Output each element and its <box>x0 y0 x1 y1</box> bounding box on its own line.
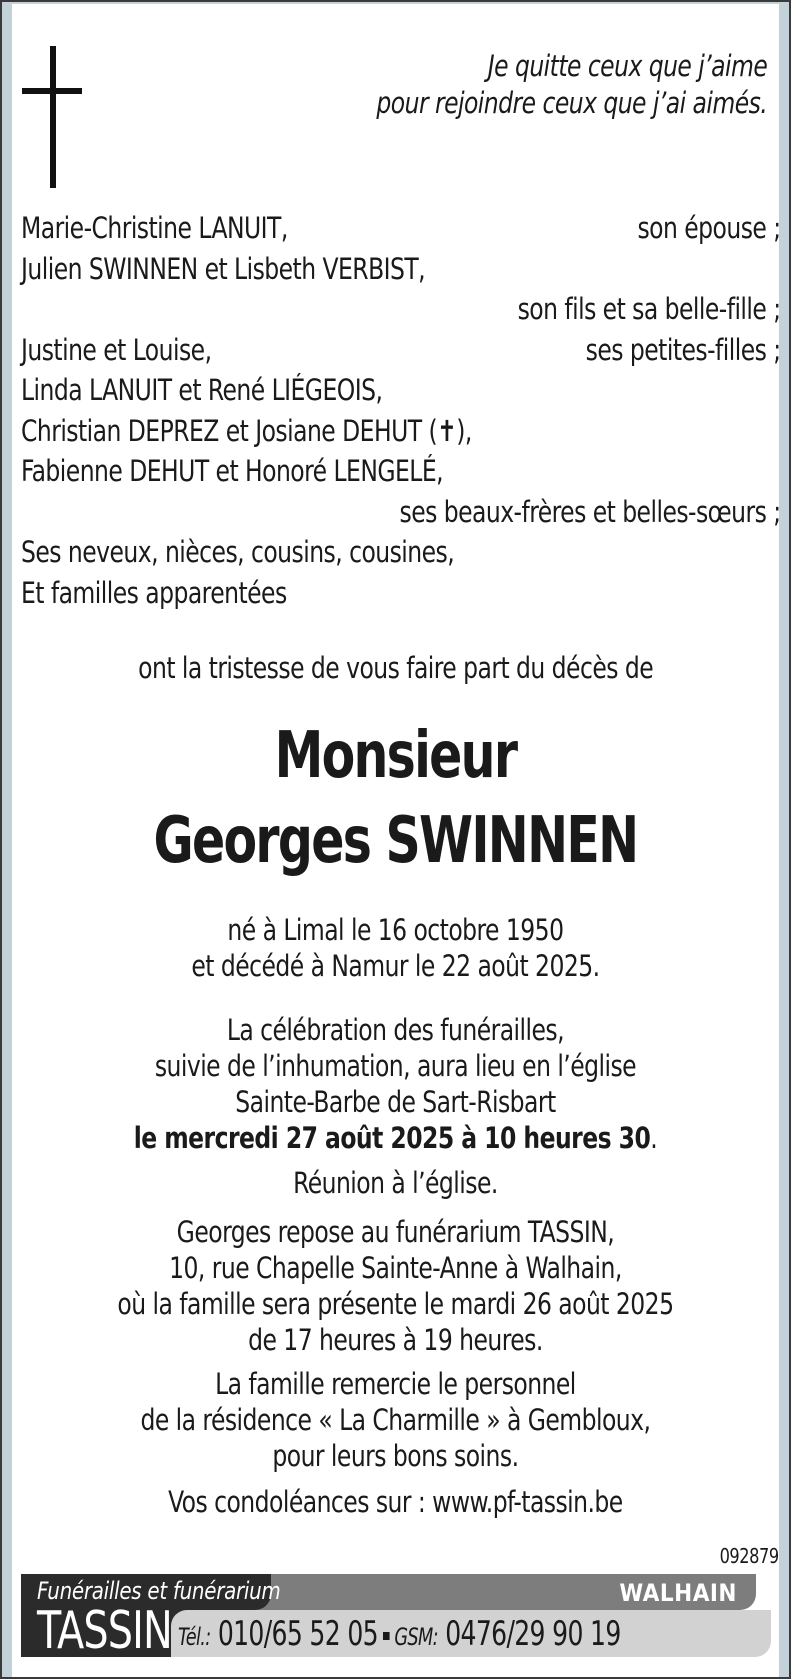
family-relation: son épouse ; <box>637 211 781 245</box>
ceremony-line: Sainte-Barbe de Sart-Risbart <box>235 1085 556 1119</box>
thanks-line: La famille remercie le personnel <box>215 1367 576 1401</box>
thanks-line: pour leurs bons soins. <box>272 1439 519 1473</box>
epigraph-line: Je quitte ceux que j’aime <box>487 49 767 83</box>
family-names: Fabienne DEHUT et Honoré LENGELÉ, <box>21 454 444 488</box>
family-names: Christian DEPREZ et Josiane DEHUT (✝), <box>21 413 472 448</box>
funeral-home-city: WALHAIN <box>619 1579 737 1607</box>
family-row <box>21 289 781 330</box>
tel-label: Tél.: <box>178 1623 211 1651</box>
ceremony-datetime-suffix: . <box>650 1121 658 1155</box>
visitation-line: où la famille sera présente le mardi 26 août 2025 <box>117 1287 674 1321</box>
family-relation: ses beaux-frères et belles-sœurs ; <box>399 494 781 529</box>
visitation-line: de 17 heures à 19 heures. <box>248 1323 543 1357</box>
visitation-details <box>50 1214 740 1358</box>
family-row <box>21 451 781 492</box>
visitation-line: Georges repose au funérarium TASSIN, <box>176 1215 615 1249</box>
death-line: et décédé à Namur le 22 août 2025. <box>191 949 600 983</box>
funeral-home-name: TASSIN <box>37 1601 172 1661</box>
deceased-title: Monsieur <box>274 719 517 793</box>
family-row <box>21 573 781 614</box>
deceased-name: Georges SWINNEN <box>153 804 638 878</box>
family-relation: ses petites-filles ; <box>585 332 781 367</box>
obituary-page <box>12 4 779 1677</box>
thanks-line: de la résidence « La Charmille » à Gembloux, <box>140 1403 651 1437</box>
family-row <box>21 370 781 411</box>
ceremony-line: La célébration des funérailles, <box>226 1013 565 1047</box>
funeral-home-subtitle: Funérailles et funérarium <box>37 1577 281 1605</box>
gsm-label: GSM: <box>394 1623 438 1651</box>
ceremony-line: suivie de l’inhumation, aura lieu en l’église <box>154 1049 637 1083</box>
latin-cross-icon-bar <box>22 88 82 94</box>
family-list <box>21 208 781 613</box>
family-row <box>21 330 781 371</box>
family-names: Julien SWINNEN et Lisbeth VERBIST, <box>21 251 426 286</box>
funeral-home-phones <box>178 1614 621 1657</box>
family-row <box>21 208 781 249</box>
family-names: Ses neveux, nièces, cousins, cousines, <box>21 535 455 569</box>
separator-square-icon <box>383 1632 390 1640</box>
family-names: Justine et Louise, <box>21 332 212 367</box>
epigraph-line: pour rejoindre ceux que j’ai aimés. <box>376 86 767 120</box>
funeral-home-banner <box>21 1574 771 1661</box>
epigraph-quote <box>376 48 767 122</box>
gsm-number[interactable]: 0476/29 90 19 <box>445 1614 621 1654</box>
latin-cross-icon <box>50 46 56 188</box>
visitation-line: 10, rue Chapelle Sainte-Anne à Walhain, <box>169 1251 622 1285</box>
announcement-text: ont la tristesse de vous faire part du décès de <box>138 651 654 685</box>
tel-number[interactable]: 010/65 52 05 <box>217 1614 378 1654</box>
family-names: Marie-Christine LANUIT, <box>21 211 288 245</box>
family-row <box>21 249 781 290</box>
reference-number: 092879 <box>719 1544 779 1568</box>
ceremony-details <box>50 1012 740 1156</box>
family-row <box>21 492 781 533</box>
meeting-note: Réunion à l’église. <box>293 1166 498 1200</box>
family-names: Et familles apparentées <box>21 575 287 610</box>
ceremony-datetime <box>50 1120 740 1156</box>
family-row <box>21 532 781 573</box>
birth-death-dates <box>50 912 740 984</box>
family-names: Linda LANUIT et René LIÉGEOIS, <box>21 373 383 407</box>
birth-line: né à Limal le 16 octobre 1950 <box>227 913 564 947</box>
ceremony-datetime-bold: le mercredi 27 août 2025 à 10 heures 30 <box>133 1121 651 1155</box>
family-relation: son fils et sa belle-fille ; <box>517 292 781 326</box>
thanks-note <box>50 1366 740 1474</box>
condolences-link[interactable]: Vos condoléances sur : www.pf-tassin.be <box>168 1485 623 1519</box>
family-row <box>21 411 781 452</box>
